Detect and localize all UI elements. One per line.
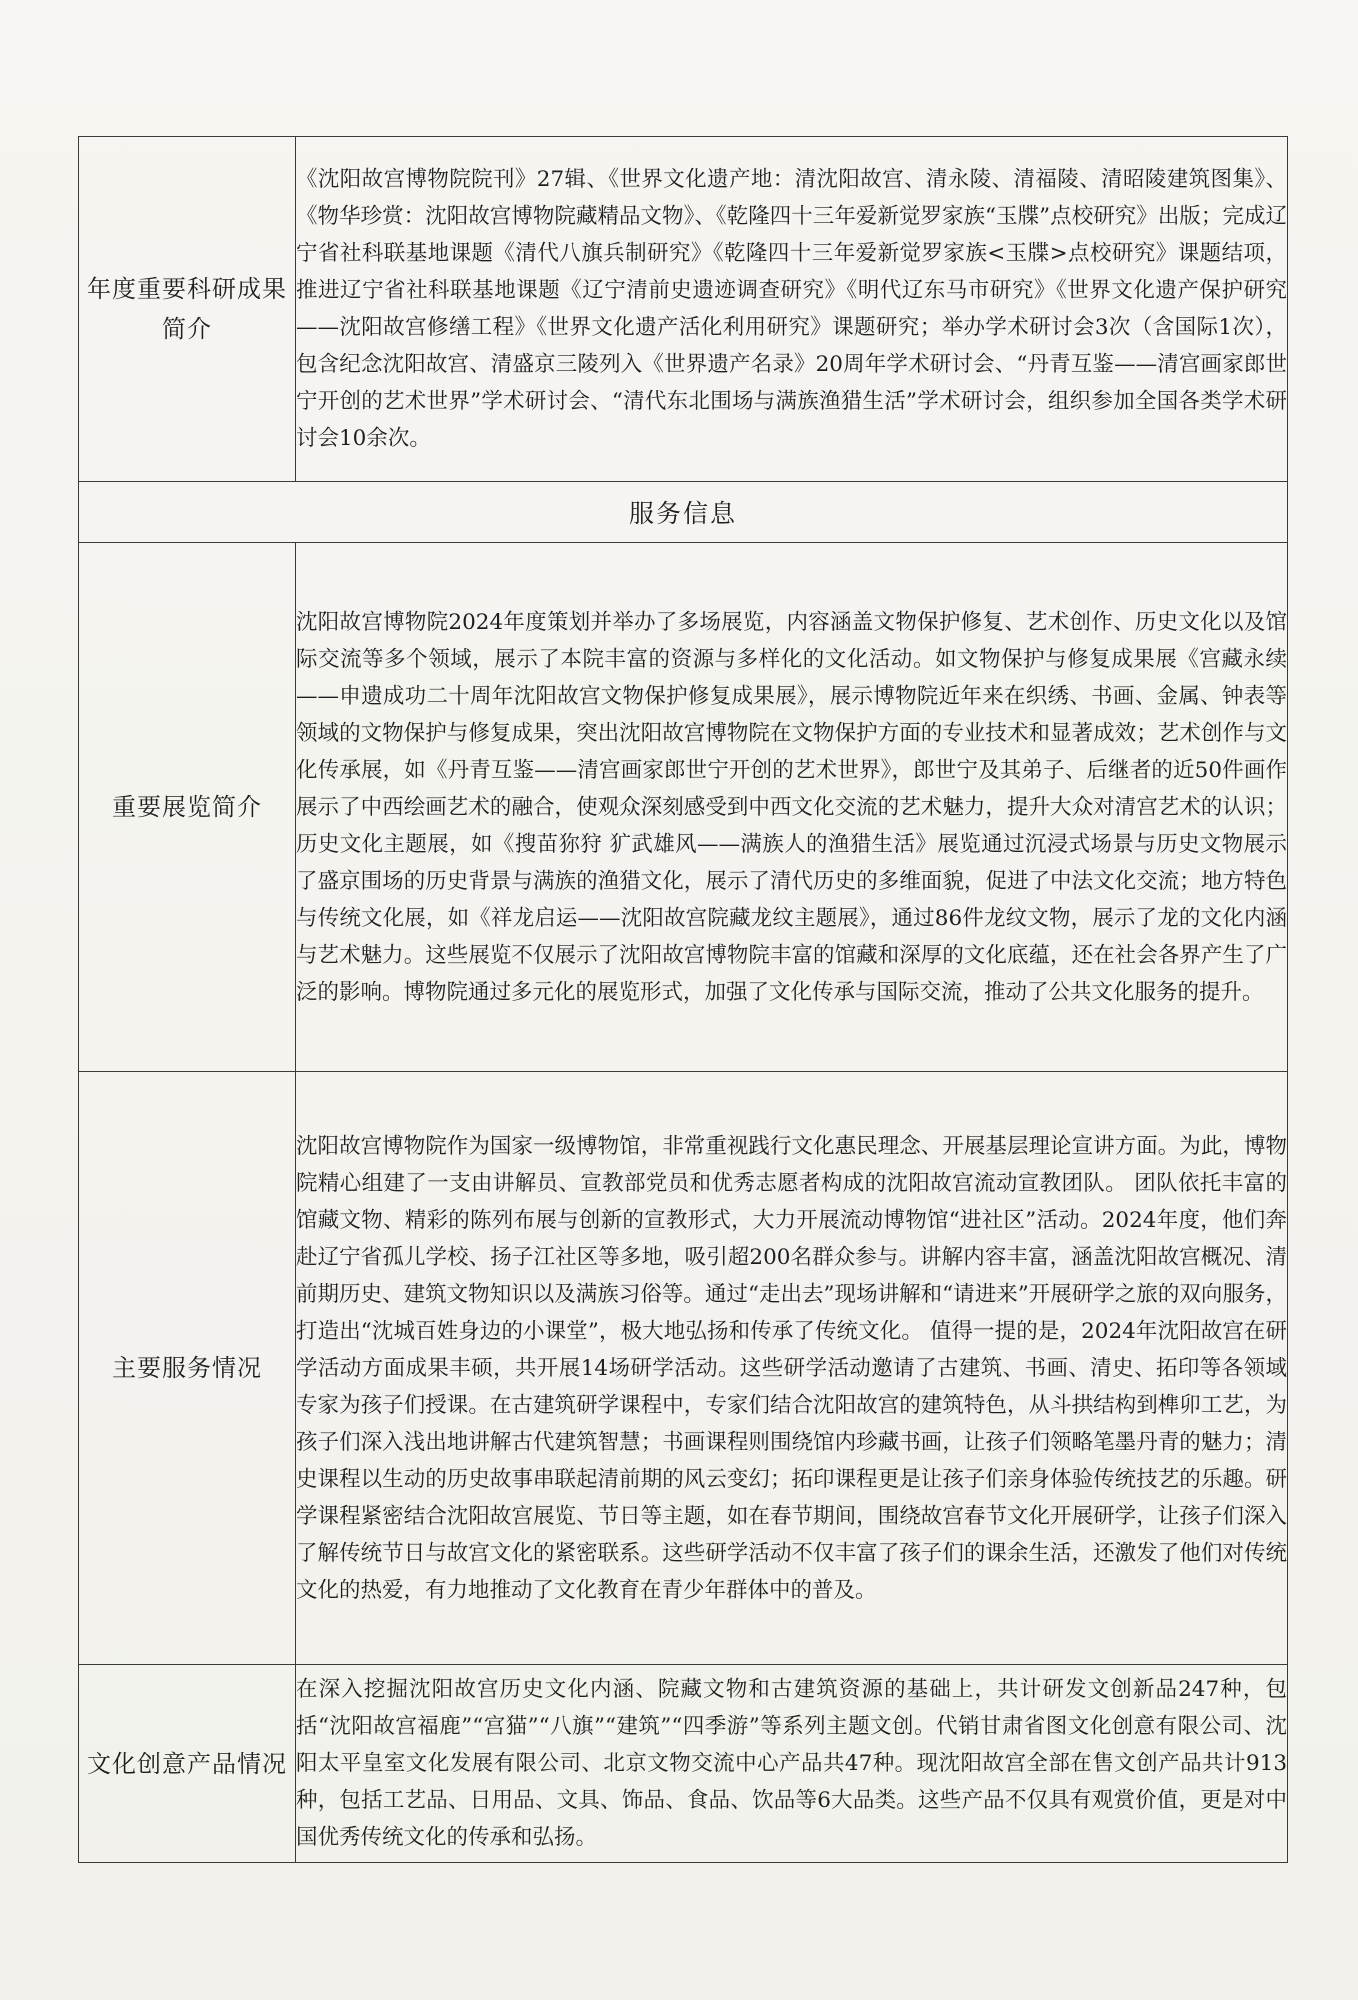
museum-annual-report-table: [78, 136, 1288, 1863]
exhibitions-label: 重要展览简介: [79, 543, 296, 1072]
creative-products-row: [79, 1665, 1288, 1863]
creative-products-label: 文化创意产品情况: [79, 1665, 296, 1863]
research-text: 《沈阳故宫博物院院刊》27辑、《世界文化遗产地：清沈阳故宫、清永陵、清福陵、清昭陵建筑图集》、《物华珍赏：沈阳故宫博物院藏精品文物》、《乾隆四十三年爱新觉罗家族“玉牒”点校研究》出版；完成辽宁省社科联基地课题《清代八旗兵制研究》《乾隆四十三年爱新觉罗家族<玉牒>点校研究》课题结项，推进辽宁省社科联基地课题《辽宁清前史遗迹调查研究》《明代辽东马市研究》《世界文化遗产保护研究——沈阳故宫修缮工程》《世界文化遗产活化利用研究》课题研究；举办学术研讨会3次（含国际1次），包含纪念沈阳故宫、清盛京三陵列入《世界遗产名录》20周年学术研讨会、“丹青互鉴——清宫画家郎世宁开创的艺术世界”学术研讨会、“清代东北围场与满族渔猎生活”学术研讨会，组织参加全国各类学术研讨会10余次。: [296, 137, 1288, 482]
exhibitions-text: 沈阳故宫博物院2024年度策划并举办了多场展览，内容涵盖文物保护修复、艺术创作、历史文化以及馆际交流等多个领域，展示了本院丰富的资源与多样化的文化活动。如文物保护与修复成果展《宫藏永续——申遗成功二十周年沈阳故宫文物保护修复成果展》，展示博物院近年来在织绣、书画、金属、钟表等领域的文物保护与修复成果，突出沈阳故宫博物院在文物保护方面的专业技术和显著成效；艺术创作与文化传承展，如《丹青互鉴——清宫画家郎世宁开创的艺术世界》，郎世宁及其弟子、后继者的近50件画作展示了中西绘画艺术的融合，使观众深刻感受到中西文化交流的艺术魅力，提升大众对清宫艺术的认识；历史文化主题展，如《搜苗狝狩 犷武雄风——满族人的渔猎生活》展览通过沉浸式场景与历史文物展示了盛京围场的历史背景与满族的渔猎文化，展示了清代历史的多维面貌，促进了中法文化交流；地方特色与传统文化展，如《祥龙启运——沈阳故宫院藏龙纹主题展》，通过86件龙纹文物，展示了龙的文化内涵与艺术魅力。这些展览不仅展示了沈阳故宫博物院丰富的馆藏和深厚的文化底蕴，还在社会各界产生了广泛的影响。博物院通过多元化的展览形式，加强了文化传承与国际交流，推动了公共文化服务的提升。: [296, 543, 1288, 1072]
services-text: 沈阳故宫博物院作为国家一级博物馆，非常重视践行文化惠民理念、开展基层理论宣讲方面。为此，博物院精心组建了一支由讲解员、宣教部党员和优秀志愿者构成的沈阳故宫流动宣教团队。 团队依托丰富的馆藏文物、精彩的陈列布展与创新的宣教形式，大力开展流动博物馆“进社区”活动。2024年度，他们奔赴辽宁省孤儿学校、扬子江社区等多地，吸引超200名群众参与。讲解内容丰富，涵盖沈阳故宫概况、清前期历史、建筑文物知识以及满族习俗等。通过“走出去”现场讲解和“请进来”开展研学之旅的双向服务，打造出“沈城百姓身边的小课堂”，极大地弘扬和传承了传统文化。 值得一提的是，2024年沈阳故宫在研学活动方面成果丰硕，共开展14场研学活动。这些研学活动邀请了古建筑、书画、清史、拓印等各领域专家为孩子们授课。在古建筑研学课程中，专家们结合沈阳故宫的建筑特色，从斗拱结构到榫卯工艺，为孩子们深入浅出地讲解古代建筑智慧；书画课程则围绕馆内珍藏书画，让孩子们领略笔墨丹青的魅力；清史课程以生动的历史故事串联起清前期的风云变幻；拓印课程更是让孩子们亲身体验传统技艺的乐趣。研学课程紧密结合沈阳故宫展览、节日等主题，如在春节期间，围绕故宫春节文化开展研学，让孩子们深入了解传统节日与故宫文化的紧密联系。这些研学活动不仅丰富了孩子们的课余生活，还激发了他们对传统文化的热爱，有力地推动了文化教育在青少年群体中的普及。: [296, 1072, 1288, 1665]
section-header-row: [79, 482, 1288, 543]
research-row: [79, 137, 1288, 482]
services-label: 主要服务情况: [79, 1072, 296, 1665]
service-info-header: 服务信息: [79, 482, 1288, 543]
creative-products-text: 在深入挖掘沈阳故宫历史文化内涵、院藏文物和古建筑资源的基础上，共计研发文创新品247种，包括“沈阳故宫福鹿”“宫猫”“八旗”“建筑”“四季游”等系列主题文创。代销甘肃省图文化创意有限公司、沈阳太平皇室文化发展有限公司、北京文物交流中心产品共47种。现沈阳故宫全部在售文创产品共计913种，包括工艺品、日用品、文具、饰品、食品、饮品等6大品类。这些产品不仅具有观赏价值，更是对中国优秀传统文化的传承和弘扬。: [296, 1665, 1288, 1863]
research-label: 年度重要科研成果简介: [79, 137, 296, 482]
exhibitions-row: [79, 543, 1288, 1072]
services-row: [79, 1072, 1288, 1665]
